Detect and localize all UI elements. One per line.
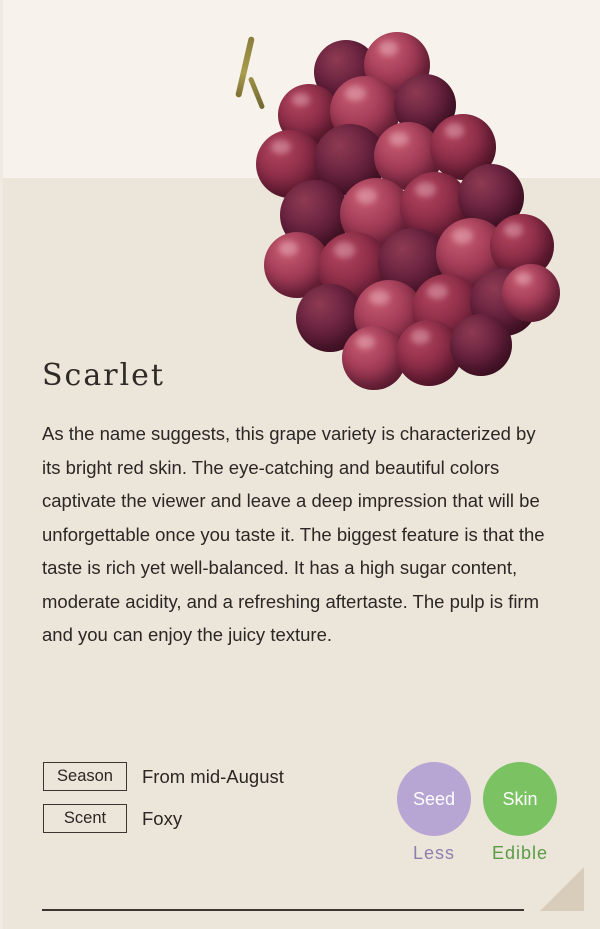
- status-badge-seed: Seed: [397, 762, 471, 836]
- attribute-list: [43, 762, 284, 846]
- grape-cluster-image: [218, 18, 580, 408]
- attribute-row-scent: [43, 804, 284, 833]
- card-text-block: [42, 358, 558, 652]
- corner-fold-decoration: [540, 867, 584, 911]
- badge-seed: [397, 762, 471, 864]
- attribute-value-scent: Foxy: [142, 807, 183, 829]
- badge-caption-seed: Less: [412, 843, 456, 863]
- attribute-value-season: From mid-August: [142, 765, 284, 787]
- attribute-key-season: Season: [43, 762, 127, 791]
- card-left-edge: [0, 0, 3, 929]
- attribute-key-scent: Scent: [43, 804, 127, 833]
- grape-stem-secondary-icon: [248, 76, 265, 109]
- badge-skin: [483, 762, 557, 864]
- description-text: As the name suggests, this grape variety is characterized by its bright red skin. The eye-catching and beautiful colors captivate the viewer and leave a deep impression that will be unforgettable once you taste it. The biggest feature is that the taste is rich yet well-balanced. It has a high sugar content, moderate acidity, and a refreshing aftertaste. The pulp is firm and you can enjoy the juicy texture.: [42, 423, 545, 645]
- status-badge-skin: Skin: [483, 762, 557, 836]
- attribute-row-season: [43, 762, 284, 791]
- badge-group: [397, 762, 557, 864]
- footer-divider: [42, 909, 524, 911]
- page-title: Scarlet: [42, 358, 165, 393]
- badge-caption-skin: Edible: [491, 843, 549, 863]
